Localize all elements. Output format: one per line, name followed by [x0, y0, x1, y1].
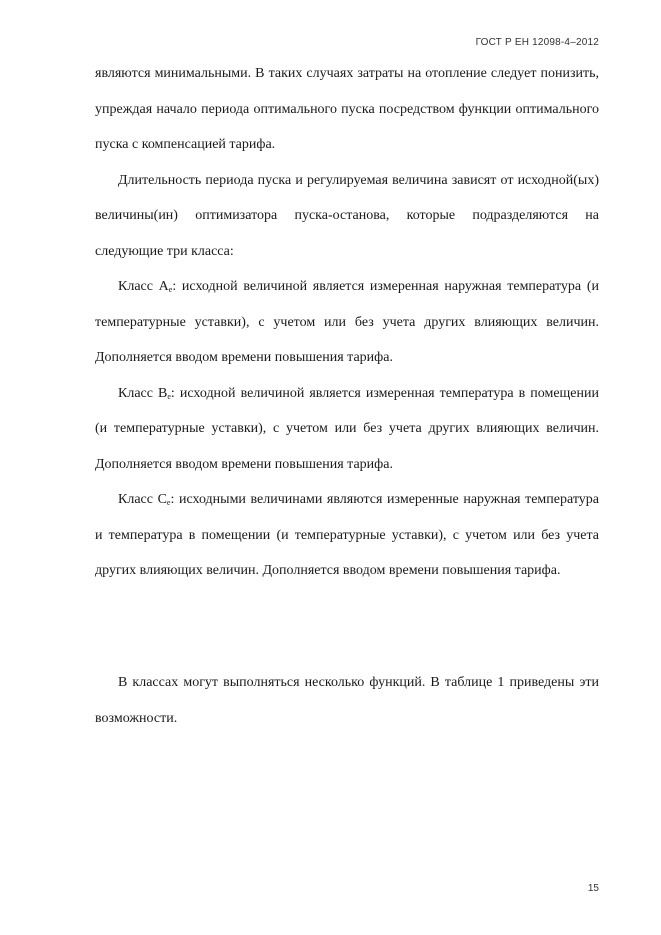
paragraph-functions: В классах могут выполняться несколько функций. В таблице 1 приведены эти возможности. — [95, 675, 599, 726]
paragraph-class-a — [95, 269, 599, 376]
class-c-text: : исходными величинами являются измеренные наружная температура и температура в помещении (и температурные уставки), с учетом или без учета других влияющих величин. Дополняется вводом времени повышения тарифа. — [95, 492, 599, 578]
paragraph-class-c — [95, 482, 599, 589]
paragraph-continuation: являются минимальными. В таких случаях затраты на отопление следует понизить, упреждая начало периода оптимального пуска посредством функции оптимального пуска с компенсацией тарифа. — [95, 66, 599, 152]
paragraph-class-b — [95, 376, 599, 483]
class-c-prefix: Класс C — [118, 492, 167, 507]
class-a-subscript: e — [168, 285, 173, 294]
class-b-text: : исходной величиной является измеренная температура в помещении (и температурные уставки), с учетом или без учета других влияющих величин. Дополняется вводом времени повышения тарифа. — [95, 385, 600, 472]
paragraph-start-period: Длительность периода пуска и регулируемая величина зависят от исходной(ых) величины(ин) оптимизатора пуска-останова, которые подразделяются на следующие три класса: — [95, 172, 599, 259]
document-header: ГОСТ Р ЕН 12098-4–2012 — [475, 37, 599, 48]
class-c-subscript: e — [166, 498, 171, 507]
page-number: 15 — [587, 883, 599, 894]
class-b-subscript: e — [167, 391, 171, 401]
paragraph-block-1 — [95, 56, 599, 589]
paragraph-block-2 — [95, 665, 599, 736]
class-a-text: : исходной величиной является измеренная наружная температура (и температурные уставки), с учетом или без учета других влияющих величин. Дополняется вводом времени повышения тарифа. — [95, 279, 599, 365]
class-a-prefix: Класс A — [118, 279, 169, 294]
class-b-prefix: Класс B — [118, 385, 168, 401]
